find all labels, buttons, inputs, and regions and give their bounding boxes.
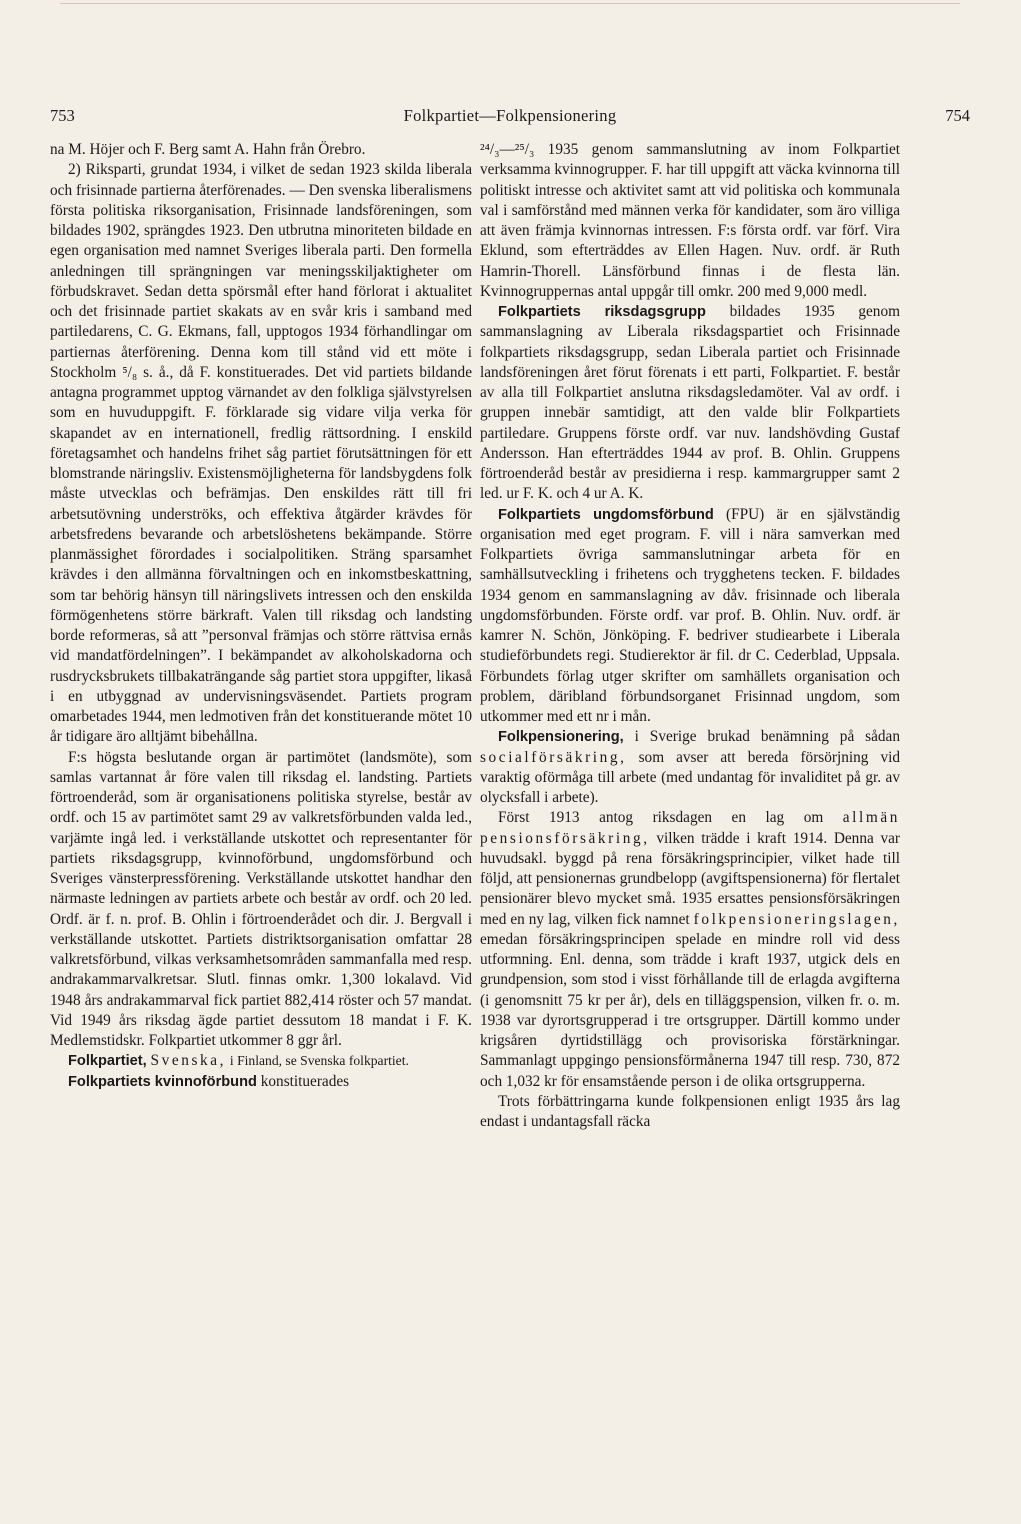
running-header (50, 106, 970, 130)
spaced-term: allmän pensionsförsäkring, (480, 809, 900, 847)
paragraph: 2) Riksparti, grundat 1934, i vilket de sedan 1923 skilda liberala och frisinnade partierna återförenades. — Den svenska liberalismens första politiska riksorganisation, Frisinnade landsföreningen, som bildades 1902, sprängdes 1923. Den utbrutna minoriteten bildade en egen organisation med namnet Sveriges liberala parti. Den formella anledningen till sprängningen var meningsskiljaktigheter om förbudskravet. Sedan detta spörsmål efter hand förlorat i aktualitet och det frisinnade partiet skakats av en svår kris i samband med partiledarens, C. G. Ekmans, fall, upptogos 1934 förhandlingar om partiernas återförening. Denna kom till stånd vid ett möte i Stockholm ⁵/₈ s. å., då F. konstituerades. Det vid partiets bildande antagna programmet upptog värnandet av den folkliga självstyrelsen som en huvuduppgift. F. förklarade sig vidare vilja verka för skapandet av en internationell, fredlig rättsordning. I enskild företagsamhet och handelns frihet såg partiet förutsättningen för ett blomstrande näringsliv. Existensmöjligheterna för landsbygdens folk måste utvecklas och befrämjas. Den enskildes rätt till fri arbetsutövning underströks, och effektiva åtgärder krävdes för arbetsfredens bevarande och arbetslöshetens bekämpande. Större planmässighet förordades i socialpolitiken. Sträng sparsamhet krävdes i den allmänna förvaltningen och en inkomstbeskattning, som tar behörig hänsyn till näringslivets intressen och den enskilda förmögenhetens större bärkraft. Valen till riksdag och landsting borde reformeras, så att ”personval främjas och större rättvisa ernås vid mandatfördelningen”. I bekämpandet av alkoholskadorna och rusdrycksbrukets tillbakaträngande såg partiet stora uppgifter, likaså i en utbyggnad av undervisningsväsendet. Partiets program omarbetades 1944, men ledmotiven från det konstituerande mötet 10 år tidigare äro alltjämt bibehållna. (50, 161, 472, 746)
top-edge-line (60, 3, 960, 4)
page-title: Folkpartiet—Folkpensionering (403, 106, 617, 125)
spaced-term: socialförsäkring, (480, 748, 627, 766)
entry-text: (FPU) är en självständig organisation med eget program. F. vill i nära samverkan med Folkpartiets övriga sammanslutningar arbeta för en samhällsutveckling i frihetens och trygghetens tecken. F. bildades 1934 genom en sammanslagning av dåv. frisinnade och liberala ungdomsförbunden. Förste ordf. var prof. B. Ohlin. Nuv. ordf. är kamrer N. Schön, Jönköping. F. bedriver studiearbete i Liberala studieförbundets regi. Studierektor är fil. dr C. Cederblad, Uppsala. Förbundets förlag utger skrifter om samhällets organisation och problem, däribland förbundsorganet Frisinnad ungdom, som utkommer med ett nr i mån. (480, 505, 900, 725)
page-number-right: 754 (945, 106, 970, 125)
entry-text: emedan försäkringsprincipen spelade en mindre roll vid dess utformning. Enl. denna, som trädde i kraft 1937, utgick dels en grundpension, som stod i visst förhållande till de erlagda avgifterna (i genomsnitt 75 kr per år), dels en tilläggspension, vilken fr. o. m. 1938 var dyrortsgrupperad i tre ortsgrupper. Därtill kommo under krigsåren dyrtidstillägg och provisoriska förstärkningar. Sammanlagt uppgingo pensionsförmånerna 1947 till resp. 730, 872 och 1,032 kr för ensamstående person i de olika ortsgrupperna. (480, 930, 900, 1090)
paragraph (480, 808, 900, 1092)
paragraph: F:s högsta beslutande organ är partimötet (landsmöte), som samlas vartannat år före valen till riksdag el. landsting. Partiets förtroenderåd, som är organisationens politiska styrelse, består av ordf. och 15 av partimötet samt 29 av valkretsförbunden valda led., varjämte ingå led. i verkställande utskottet och representanter för partiets riksdagsgrupp, kvinnoförbund, ungdomsförbund och Sveriges vänsterpressförening. Verkställande utskottet handhar den närmaste ledningen av partiets arbete och består av ordf. och 20 led. Ordf. är f. n. prof. B. Ohlin i förtroenderådet och dir. J. Bergvall i verkställande utskottet. Partiets distriktsorganisation omfattar 28 valkretsförbund, vilkas verksamhetsområden sammanfalla med resp. andrakammarvalkretsar. Slutl. finnas omkr. 1,300 lokalavd. Vid 1948 års andrakammarval fick partiet 882,414 röster och 57 mandat. Vid 1949 års riksdag ägde partiet dessutom 18 mandat i F. K. Medlemstidskr. Folkpartiet utkommer 8 ggr årl. (50, 748, 472, 1049)
spaced-term: folkpensioneringslagen, (693, 910, 900, 928)
entry-folkpensionering (480, 727, 900, 808)
entry-folkpartiet-finland (50, 1051, 472, 1071)
entry-text: Först 1913 antog riksdagen en lag om (498, 809, 824, 827)
paragraph: Trots förbättringarna kunde folkpensionen enligt 1935 års lag endast i undantagsfall räcka (480, 1092, 900, 1130)
entry-heading: Folkpartiets kvinnoförbund (68, 1073, 257, 1090)
spaced-term: Svenska, (150, 1052, 227, 1070)
entry-riksdagsgrupp (480, 302, 900, 505)
entry-text: konstituerades (260, 1072, 350, 1090)
entry-text: som avser att bereda försörjning vid varaktig oförmåga till arbete (med undantag för invaliditet på gr. av olycksfall i arbete). (480, 748, 900, 806)
entry-heading: Folkpartiet, (68, 1053, 147, 1070)
entry-heading: Folkpensionering, (498, 729, 624, 746)
paragraph: ²⁴/₃—²⁵/₃ 1935 genom sammanslutning av inom Folkpartiet verksamma kvinnogrupper. F. har till uppgift att väcka kvinnorna till politiskt intresse och aktivitet samt att vid politiska och kommunala val i samförstånd med männen verka för kandidater, som äro villiga att även främja kvinnornas intressen. F:s första ordf. var förf. Vira Eklund, som efterträddes av Ellen Hagen. Nuv. ordf. är Ruth Hamrin-Thorell. Länsförbund finnas i de flesta län. Kvinnogruppernas antal uppgår till omkr. 200 med 9,000 medl. (480, 141, 900, 300)
paragraph: na M. Höjer och F. Berg samt A. Hahn från Örebro. (50, 141, 366, 158)
entry-text: i Sverige brukad benämning på sådan (634, 728, 900, 746)
right-column (480, 140, 900, 1132)
entry-heading: Folkpartiets ungdomsförbund (498, 506, 714, 523)
entry-kvinnoforbund (50, 1072, 472, 1092)
entry-text: bildades 1935 genom sammanslagning av Liberala riksdagspartiet och Frisinnade folkpartiets riksdagsgrupp, sedan Liberala partiet och Frisinnade landsföreningen året förut förenats i ett parti, Folkpartiet. F. består av alla till Folkpartiet anslutna riksdagsledamöter. Val av ordf. i gruppen innebär samtidigt, att den valde blir Folkpartiets partiledare. Gruppens förste ordf. var nuv. landshövding Gustaf Andersson. Han efterträddes 1944 av prof. B. Ohlin. Gruppens förtroenderåd består av presidierna i resp. kammargrupper samt 2 led. ur F. K. och 4 ur A. K. (480, 303, 901, 503)
page-number-left: 753 (50, 106, 75, 125)
left-column (50, 140, 472, 1092)
entry-heading: Folkpartiets riksdagsgrupp (498, 304, 706, 320)
entry-ungdomsforbund (480, 505, 900, 728)
entry-text: i Finland, se Svenska folkpartiet. (229, 1053, 409, 1069)
entry-text: vilken trädde i kraft 1914. Denna var huvudsakl. byggd på rena försäkringsprincipier, vilket hade till följd, att pensionernas grundbelopp (avgiftspensionerna) för flertalet pensionärer blevo mycket små. 1935 ersattes pensionsförsäkringen med en ny lag, vilken fick namnet (480, 829, 900, 928)
